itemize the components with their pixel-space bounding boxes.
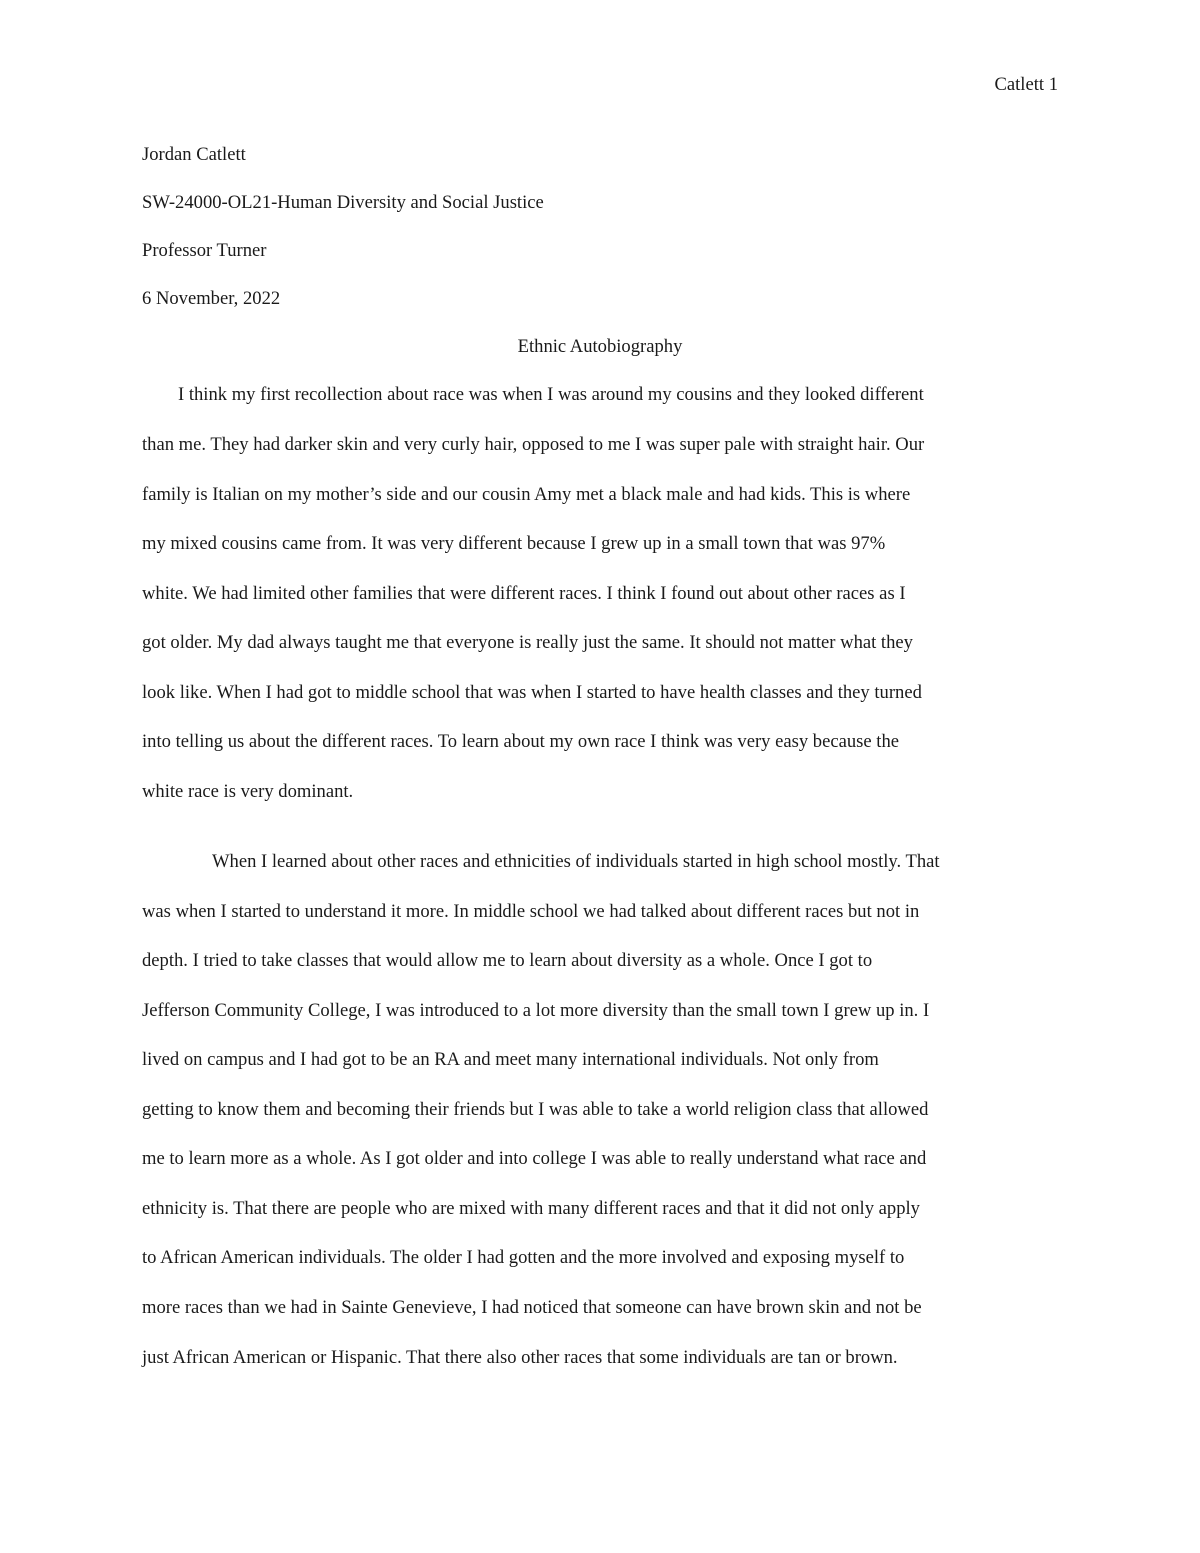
text-line: getting to know them and becoming their friends but I was able to take a world religion class that allowed	[142, 1099, 929, 1120]
text-line: depth. I tried to take classes that would allow me to learn about diversity as a whole. Once I got to	[142, 950, 873, 971]
document-date: 6 November, 2022	[142, 288, 281, 309]
text-line: was when I started to understand it more. In middle school we had talked about different races but not in	[142, 901, 920, 922]
professor-name: Professor Turner	[142, 240, 267, 261]
text-line: family is Italian on my mother’s side and our cousin Amy met a black male and had kids. This is where	[142, 484, 911, 505]
text-line: than me. They had darker skin and very curly hair, opposed to me I was super pale with straight hair. Our	[142, 434, 925, 455]
text-line: just African American or Hispanic. That there also other races that some individuals are tan or brown.	[142, 1347, 898, 1368]
text-line: me to learn more as a whole. As I got older and into college I was able to really understand what race and	[142, 1148, 927, 1169]
text-line: look like. When I had got to middle school that was when I started to have health classes and they turned	[142, 682, 922, 703]
text-line: I think my first recollection about race was when I was around my cousins and they looked different	[178, 384, 924, 405]
document-title: Ethnic Autobiography	[517, 336, 683, 357]
text-line: lived on campus and I had got to be an RA and meet many international individuals. Not only from	[142, 1049, 879, 1070]
text-line: my mixed cousins came from. It was very different because I grew up in a small town that was 97%	[142, 533, 886, 554]
text-line: ethnicity is. That there are people who are mixed with many different races and that it did not only apply	[142, 1198, 920, 1219]
text-line: got older. My dad always taught me that everyone is really just the same. It should not matter what they	[142, 632, 913, 653]
text-line: When I learned about other races and ethnicities of individuals started in high school mostly. That	[212, 851, 940, 872]
text-line: white race is very dominant.	[142, 781, 354, 802]
running-head: Catlett 1	[994, 74, 1058, 95]
paragraph-1	[142, 384, 1060, 814]
text-line: white. We had limited other families that were different races. I think I found out about other races as I	[142, 583, 906, 604]
paragraph-2	[142, 851, 1060, 1381]
text-line: into telling us about the different races. To learn about my own race I think was very easy because the	[142, 731, 900, 752]
text-line: to African American individuals. The older I had gotten and the more involved and exposing myself to	[142, 1247, 905, 1268]
text-line: more races than we had in Sainte Genevieve, I had noticed that someone can have brown skin and not be	[142, 1297, 922, 1318]
course-name: SW-24000-OL21-Human Diversity and Social Justice	[142, 192, 544, 213]
student-name: Jordan Catlett	[142, 144, 246, 165]
text-line: Jefferson Community College, I was introduced to a lot more diversity than the small town I grew up in. I	[142, 1000, 930, 1021]
